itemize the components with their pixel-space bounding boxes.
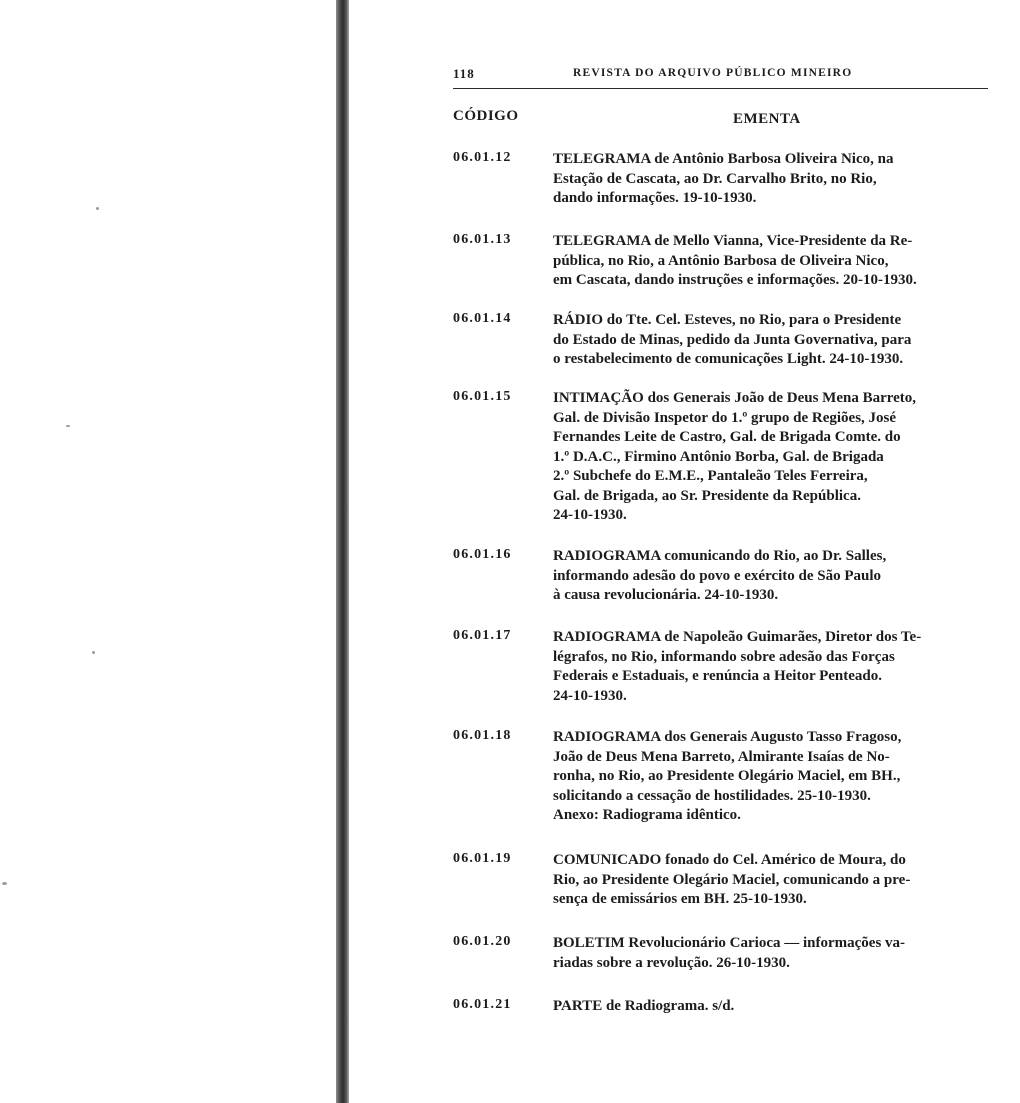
entry-code: 06.01.19 [453,851,512,866]
entry-code: 06.01.16 [453,547,512,562]
entry-line: COMUNICADO fonado do Cel. Américo de Moura, do [553,852,906,868]
entry-description [553,311,989,370]
entry-line: riadas sobre a revolução. 26-10-1930. [553,954,790,971]
running-title: REVISTA DO ARQUIVO PÚBLICO MINEIRO [573,67,853,79]
facing-page-margin [0,0,336,1103]
entry-description [553,728,989,826]
entry-code: 06.01.15 [453,389,512,404]
entry-line: Gal. de Brigada, ao Sr. Presidente da República. [553,487,861,504]
entry-code: 06.01.12 [453,150,512,165]
entry-line: 24-10-1930. [553,687,627,704]
entry-line: 24-10-1930. [553,507,627,523]
entry-line: PARTE de Radiograma. s/d. [553,998,735,1014]
book-binding-gutter [336,0,349,1103]
entry-code: 06.01.21 [453,997,512,1012]
entry-line: Fernandes Leite de Castro, Gal. de Brigada Comte. do [553,429,901,445]
entry-line: INTIMAÇÃO dos Generais João de Deus Mena Barreto, [553,390,917,406]
entry-line: RÁDIO do Tte. Cel. Esteves, no Rio, para o Presidente [553,312,902,328]
entry-line: BOLETIM Revolucionário Carioca — informações va- [553,935,906,951]
entry-line: solicitando a cessação de hostilidades. 25-10-1930. [553,787,871,804]
entry-description [553,851,989,910]
entry-line: 1.º D.A.C., Firmino Antônio Borba, Gal. de Brigada [553,448,884,465]
entry-code: 06.01.13 [453,232,512,247]
entry-line: o restabelecimento de comunicações Light. 24-10-1930. [553,351,904,367]
entry-description [553,232,989,291]
entry-line: TELEGRAMA de Antônio Barbosa Oliveira Nico, na [553,151,894,167]
scan-speck [2,882,7,885]
entry-description [553,389,989,526]
document-page [349,0,1020,1103]
entry-line: dando informações. 19-10-1930. [553,190,757,206]
entry-line: Estação de Cascata, ao Dr. Carvalho Brito, no Rio, [553,170,877,187]
entry-line: pública, no Rio, a Antônio Barbosa de Oliveira Nico, [553,252,889,269]
entry-line: informando adesão do povo e exército de São Paulo [553,567,882,584]
column-header-code: CÓDIGO [453,108,519,124]
page-header [453,66,988,89]
column-header-ementa: EMENTA [733,111,801,127]
entry-code: 06.01.14 [453,311,512,326]
entry-description [553,547,989,606]
scan-speck [96,207,99,210]
entry-line: TELEGRAMA de Mello Vianna, Vice-Presidente da Re- [553,233,913,249]
entry-line: légrafos, no Rio, informando sobre adesão das Forças [553,648,895,665]
entry-line: João de Deus Mena Barreto, Almirante Isaías de No- [553,748,890,765]
entry-description [553,628,989,706]
entry-line: Federais e Estaduais, e renúncia a Heitor Penteado. [553,668,883,684]
entry-code: 06.01.17 [453,628,512,643]
entry-description [553,997,989,1017]
entry-line: RADIOGRAMA comunicando do Rio, ao Dr. Salles, [553,548,887,564]
entry-code: 06.01.20 [453,934,512,949]
entry-description [553,150,989,209]
entry-line: Gal. de Divisão Inspetor do 1.º grupo de Regiões, José [553,409,897,426]
entry-line: 2.º Subchefe do E.M.E., Pantaleão Teles Ferreira, [553,468,868,484]
entry-line: RADIOGRAMA de Napoleão Guimarães, Diretor dos Te- [553,629,922,645]
entry-line: em Cascata, dando instruções e informações. 20-10-1930. [553,272,917,288]
entry-code: 06.01.18 [453,728,512,743]
page-number: 118 [453,66,475,81]
scan-speck [66,425,70,427]
entry-line: ronha, no Rio, ao Presidente Olegário Maciel, em BH., [553,768,901,784]
entry-line: à causa revolucionária. 24-10-1930. [553,587,779,603]
scan-speck [92,651,95,654]
entry-line: Anexo: Radiograma idêntico. [553,807,741,823]
entry-description [553,934,989,973]
entry-line: sença de emissários em BH. 25-10-1930. [553,891,807,907]
entry-line: Rio, ao Presidente Olegário Maciel, comunicando a pre- [553,871,911,888]
entry-line: do Estado de Minas, pedido da Junta Governativa, para [553,331,912,348]
entry-line: RADIOGRAMA dos Generais Augusto Tasso Fragoso, [553,729,902,745]
